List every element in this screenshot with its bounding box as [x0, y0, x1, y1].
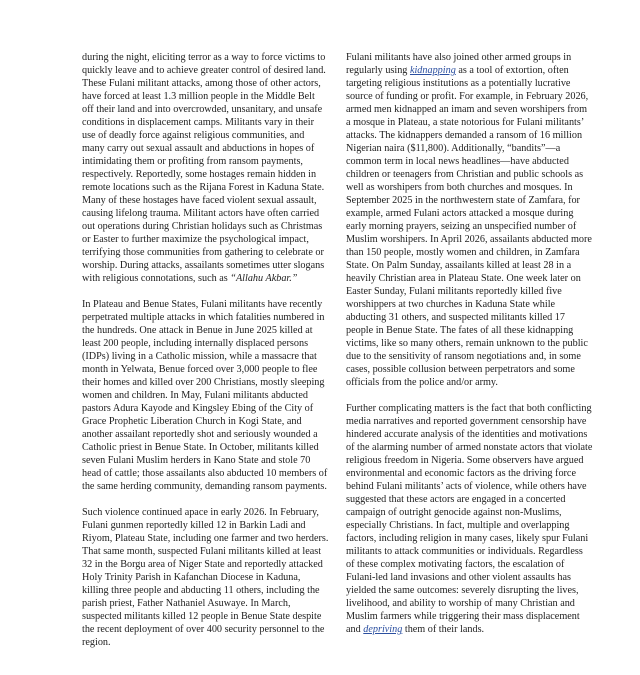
kidnapping-text-after: as a tool of extortion, often targeting religious institutions as a potentially lucrative source of funding or profit. For example, in February 2026, armed men kidnapped an imam and seven worshipers from a mosque in Plateau, a state notorious for Fulani militants’ attacks. The kidnappers demanded a ransom of 16 million Nigerian naira ($11,800). Additionally, “bandits”—a common term in local news headlines—have abducted children or teenagers from Christian and public schools as well as worshipers from both churches and mosques. In September 2025 in the northwestern state of Zamfara, for example, armed Fulani actors attacked a mosque during early morning prayers, seizing an unspecified number of Muslim worshipers. In April 2026, assailants abducted more than 150 people, mostly women and children, in Zamfara State. On Palm Sunday, assailants killed at least 28 in a heavily Christian area in Plateau State. One week later on Easter Sunday, Fulani militants reportedly killed five worshippers at two churches in Kaduna State while abducting 31 others, and suspected militants killed 17 people in Benue State. The fates of all these kidnapping victims, like so many others, remain unknown to the public due to the sensitivity of ransom negotiations and, in some cases, possible collusion between perpetrators and some officials from the police and/or army. [346, 65, 592, 388]
kidnapping-text-before: Fulani militants have also joined other armed groups in regularly using [346, 52, 572, 76]
paragraph-plateau-benue: In Plateau and Benue States, Fulani militants have recently perpetrated multiple attacks in which fatalities numbered in the hundreds. One attack in Benue in June 2025 killed at least 200 people, including internally displaced persons (IDPs) living in a Catholic mission, while a massacre that month in Yelwata, Benue forced over 3,000 people to flee their homes and killed over 200 Christians, mostly sleeping women and children. In May, Fulani militants abducted pastors Adura Kayode and Kingsley Ebing of the City of Grace Prophetic Liberation Church in Kogi State, and another assailant reportedly shot and seriously wounded a Catholic priest in Benue State. In October, militants killed seven Fulani Muslim herders in Kano State and stole 70 head of cattle; those assailants also abducted 10 members of the same herding community, demanding ransom payments. [82, 299, 328, 492]
left-column [82, 51, 329, 649]
kidnapping-link[interactable]: kidnapping [409, 65, 456, 76]
complicating-text-before: Further complicating matters is the fact that both conflicting media narratives and reported government censorship have hindered accurate analysis of the identities and motivations of the alarming number of armed nonstate actors that violate religious freedom in Nigeria. Some observers have argued environmental and economic factors as the driving force behind Fulani militants’ acts of violence, while others have suggested that these actors are engaged in a concerted campaign of outright genocide against non-Muslims, especially Christians. In fact, multiple and overlapping factors, including religion in many cases, likely spur Fulani militants to attack communities or individuals. Regardless of these complex motivating factors, the escalation of Fulani-led land invasions and other violent assaults has yielded the same outcomes: severely disrupting the lives, livelihood, and ability to worship of many Christian and Muslim farmers while triggering their mass displacement and [346, 403, 593, 635]
paragraph-kidnapping [346, 51, 593, 389]
complicating-text-after: them of their lands. [402, 624, 485, 635]
paragraph-early-2026: Such violence continued apace in early 2026. In February, Fulani gunmen reportedly killed 12 in Barkin Ladi and Riyom, Plateau State, including one farmer and two herders. That same month, suspected Fulani militants killed at least 32 in the Borgu area of Niger State and reportedly attacked Holy Trinity Parish in Kafanchan Diocese in Kaduna, killing three people and abducting 11 others, including the parish priest, Father Nathaniel Asuwaye. In March, suspected militants killed 12 people in Benue State despite the recent deployment of over 400 security personnel to the region. [82, 507, 329, 648]
paragraph-night-attacks-text: during the night, eliciting terror as a way to force victims to quickly leave and to achieve greater control of desired land. These Fulani militant attacks, among those of other actors, have forced at least 1.3 million people in the Middle Belt off their land and into overcrowded, unsanitary, and unsafe conditions in displacement camps. Militants vary in their use of deadly force against religious communities, and many carry out sexual assault and abductions in hopes of intimidating them or profiting from ransom payments, respectively. Reportedly, some hostages remain hidden in remote locations such as the Rijana Forest in Kaduna State. Many of these hostages have faced violent sexual assault, causing lifelong trauma. Militant actors have often carried out operations during Christian holidays such as Christmas or Easter to further maximize the psychological impact, terrifying those communities from gathering to celebrate or worship. During attacks, assailants sometimes utter slogans with religious connotations, such as [82, 52, 326, 284]
paragraph-night-attacks [82, 51, 329, 285]
allahu-akbar-quote: “Allahu Akbar.” [230, 273, 298, 284]
paragraph-complicating-matters [346, 402, 593, 636]
depriving-link[interactable]: depriving [363, 624, 403, 635]
right-column [346, 51, 593, 636]
